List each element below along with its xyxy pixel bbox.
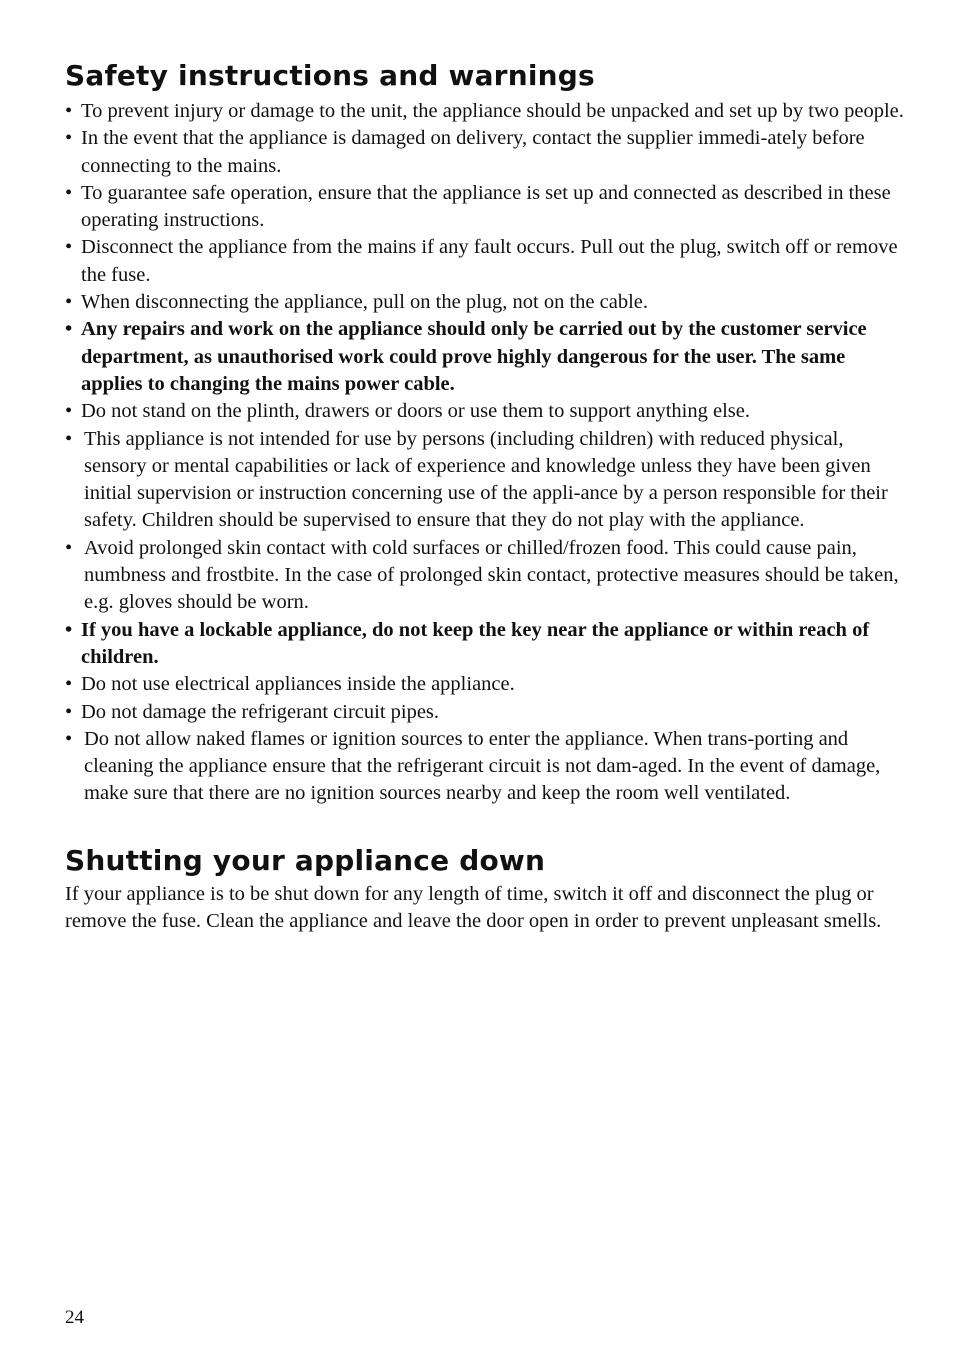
list-item: • When disconnecting the appliance, pull on the plug, not on the cable. [65,289,905,316]
shutdown-heading: Shutting your appliance down [65,843,546,877]
list-item: • Do not use electrical appliances inside the appliance. [65,671,905,698]
list-item: • Any repairs and work on the appliance should only be carried out by the customer service department, as unauthorised work could prove highly dangerous for the user. The same applies to changing the mains power cable. [65,316,905,398]
list-item: • In the event that the appliance is damaged on delivery, contact the supplier immedi-ately before connecting to the mains. [65,125,905,180]
list-item: • Do not allow naked flames or ignition sources to enter the appliance. When trans-porting and cleaning the appliance ensure that the refrigerant circuit is not dam-aged. In the event of damage, make sure that there are no ignition sources nearby and keep the room well ventilated. [65,726,905,808]
safety-list [65,98,905,808]
safety-heading: Safety instructions and warnings [65,59,595,92]
list-item: • If you have a lockable appliance, do not keep the key near the appliance or within reach of children. [65,617,905,672]
page-content [65,56,905,935]
shutdown-body: If your appliance is to be shut down for any length of time, switch it off and disconnect the plug or remove the fuse. Clean the appliance and leave the door open in order to prevent unpleasant smells. [65,882,882,933]
list-item: • To prevent injury or damage to the unit, the appliance should be unpacked and set up by two people. [65,98,905,125]
list-item: • Disconnect the appliance from the mains if any fault occurs. Pull out the plug, switch off or remove the fuse. [65,234,905,289]
list-item: • Do not damage the refrigerant circuit pipes. [65,699,905,726]
list-item: • Avoid prolonged skin contact with cold surfaces or chilled/frozen food. This could cause pain, numbness and frostbite. In the case of prolonged skin contact, protective measures should be taken, e.g. gloves should be worn. [65,535,905,617]
page-number: 24 [65,1307,84,1328]
list-item: • To guarantee safe operation, ensure that the appliance is set up and connected as described in these operating instructions. [65,180,905,235]
shutdown-section [65,841,905,936]
list-item: • This appliance is not intended for use by persons (including children) with reduced physical, sensory or mental capabilities or lack of experience and knowledge unless they have been given initial supervision or instruction concerning use of the appli-ance by a person responsible for their safety. Children should be supervised to ensure that they do not play with the appliance. [65,426,905,535]
list-item: • Do not stand on the plinth, drawers or doors or use them to support anything else. [65,398,905,425]
